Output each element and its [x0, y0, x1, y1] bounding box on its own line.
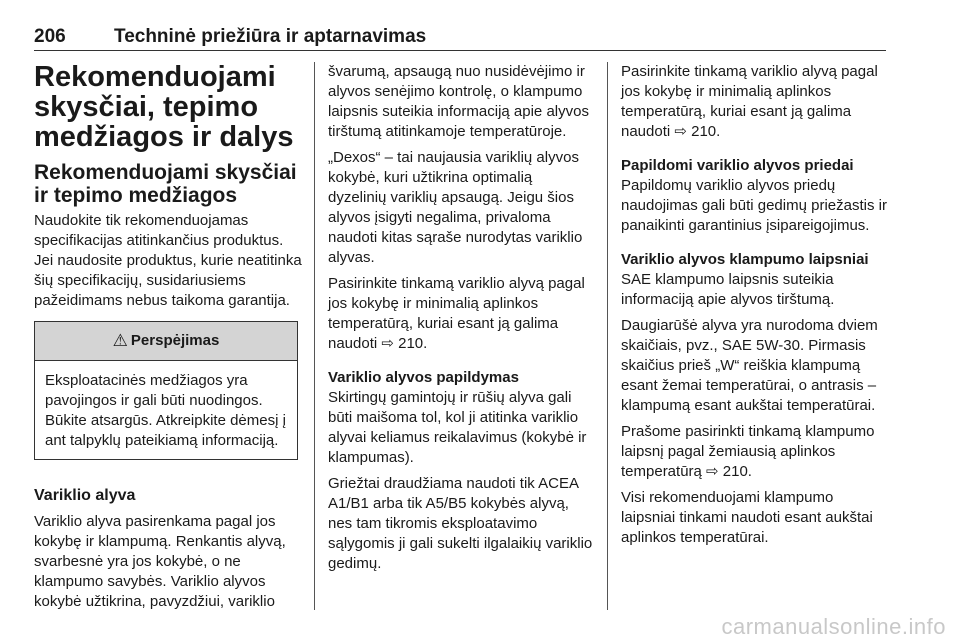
warning-title: Perspėjimas	[130, 332, 220, 349]
paragraph: Pasirinkite tinkamą variklio alyvą pagal jos kokybę ir minimalią aplinkos temperatūrą, kuriai esant ją galima naudoti ⇨ 210.	[328, 275, 585, 352]
page-number: 206	[34, 26, 66, 47]
paragraph: Prašome pasirinkti tinkamą klampumo laipsnį pagal žemiausią aplinkos temperatūrą ⇨ 210.	[621, 423, 875, 480]
paragraph: „Dexos“ – tai naujausia variklių alyvos kokybė, kuri užtikrina optimalią dyzelinių variklių apsaugą. Jeigu šios alyvos įsigyti negalima, privaloma naudoti kitas sąraše nurodytas variklio alyvas.	[328, 149, 583, 266]
paragraph: Griežtai draudžiama naudoti tik ACEA A1/B1 arba tik A5/B5 kokybės alyvą, nes tam tikromis eksploatavimo sąlygomis ji gali sukelti ilgalaikių variklio gedimų.	[328, 475, 593, 572]
paragraph: Skirtingų gamintojų ir rūšių alyva gali būti maišoma tol, kol ji atitinka variklio alyvai keliamus reikalavimus (kokybė ir klampumas).	[328, 389, 587, 466]
paragraph: švarumą, apsaugą nuo nusidėvėjimo ir alyvos senėjimo kontrolę, o klampumo laipsnis suteikia informaciją apie alyvos tirštumą atitinkamoje temperatūroje.	[328, 63, 589, 140]
warning-box	[34, 321, 298, 460]
watermark: carmanualsonline.info	[721, 614, 946, 639]
warning-text: Eksploatacinės medžiagos yra pavojingos ir gali būti nuodingos. Būkite atsargūs. Atkreipkite dėmesį į ant talpyklų pateikiamą informaciją.	[45, 372, 286, 449]
paragraph: Visi rekomenduojami klampumo laipsniai tinkami naudoti esant aukštai aplinkos temperatūrai.	[621, 489, 873, 546]
page-header	[34, 20, 886, 51]
intro-paragraph: Naudokite tik rekomenduojamas specifikacijas atitinkančius produktus. Jei naudosite produktus, kurie neatitinka šių specifikacijų, susidariusiems pažeidimams nebus taikoma garantija.	[34, 212, 302, 309]
paragraph: SAE klampumo laipsnis suteikia informaciją apie alyvos tirštumą.	[621, 271, 835, 308]
running-title: Techninė priežiūra ir aptarnavimas	[114, 26, 427, 47]
column-left	[34, 62, 302, 618]
warning-header	[35, 322, 297, 361]
column-middle	[328, 62, 594, 580]
column-divider	[607, 62, 608, 610]
column-right	[621, 62, 889, 554]
engine-oil-paragraph: Variklio alyva pasirenkama pagal jos kokybę ir klampumą. Renkantis alyvą, svarbesnė yra jos kokybė, o ne klampumo savybės. Variklio alyvos kokybė užtikrina, pavyzdžiui, variklio	[34, 513, 286, 610]
subtitle: Rekomenduojami skysčiai ir tepimo medžiagos	[34, 161, 297, 207]
paragraph: Papildomų variklio alyvos priedų naudojimas gali būti gedimų priežastis ir panaikinti garantinius įsipareigojimus.	[621, 177, 887, 234]
paragraph: Pasirinkite tinkamą variklio alyvą pagal jos kokybę ir minimalią aplinkos temperatūrą, kuriai esant ją galima naudoti ⇨ 210.	[621, 63, 878, 140]
main-title: Rekomenduojami skysčiai, tepimo medžiagos ir dalys	[34, 61, 294, 153]
column-divider	[314, 62, 315, 610]
paragraph: Daugiarūšė alyva yra nurodoma dviem skaičiais, pvz., SAE 5W-30. Pirmasis skaičius prieš „W“ reiškia klampumą esant žemai temperatūrai, o antrasis – klampumą esant aukštai temperatūrai.	[621, 317, 878, 414]
heading-viscosity-grades: Variklio alyvos klampumo laipsniai	[621, 251, 869, 268]
section-heading-engine-oil: Variklio alyva	[34, 487, 136, 504]
heading-oil-additives: Papildomi variklio alyvos priedai	[621, 157, 854, 174]
warning-triangle-icon: ⚠	[112, 331, 128, 350]
heading-oil-additions: Variklio alyvos papildymas	[328, 369, 519, 386]
